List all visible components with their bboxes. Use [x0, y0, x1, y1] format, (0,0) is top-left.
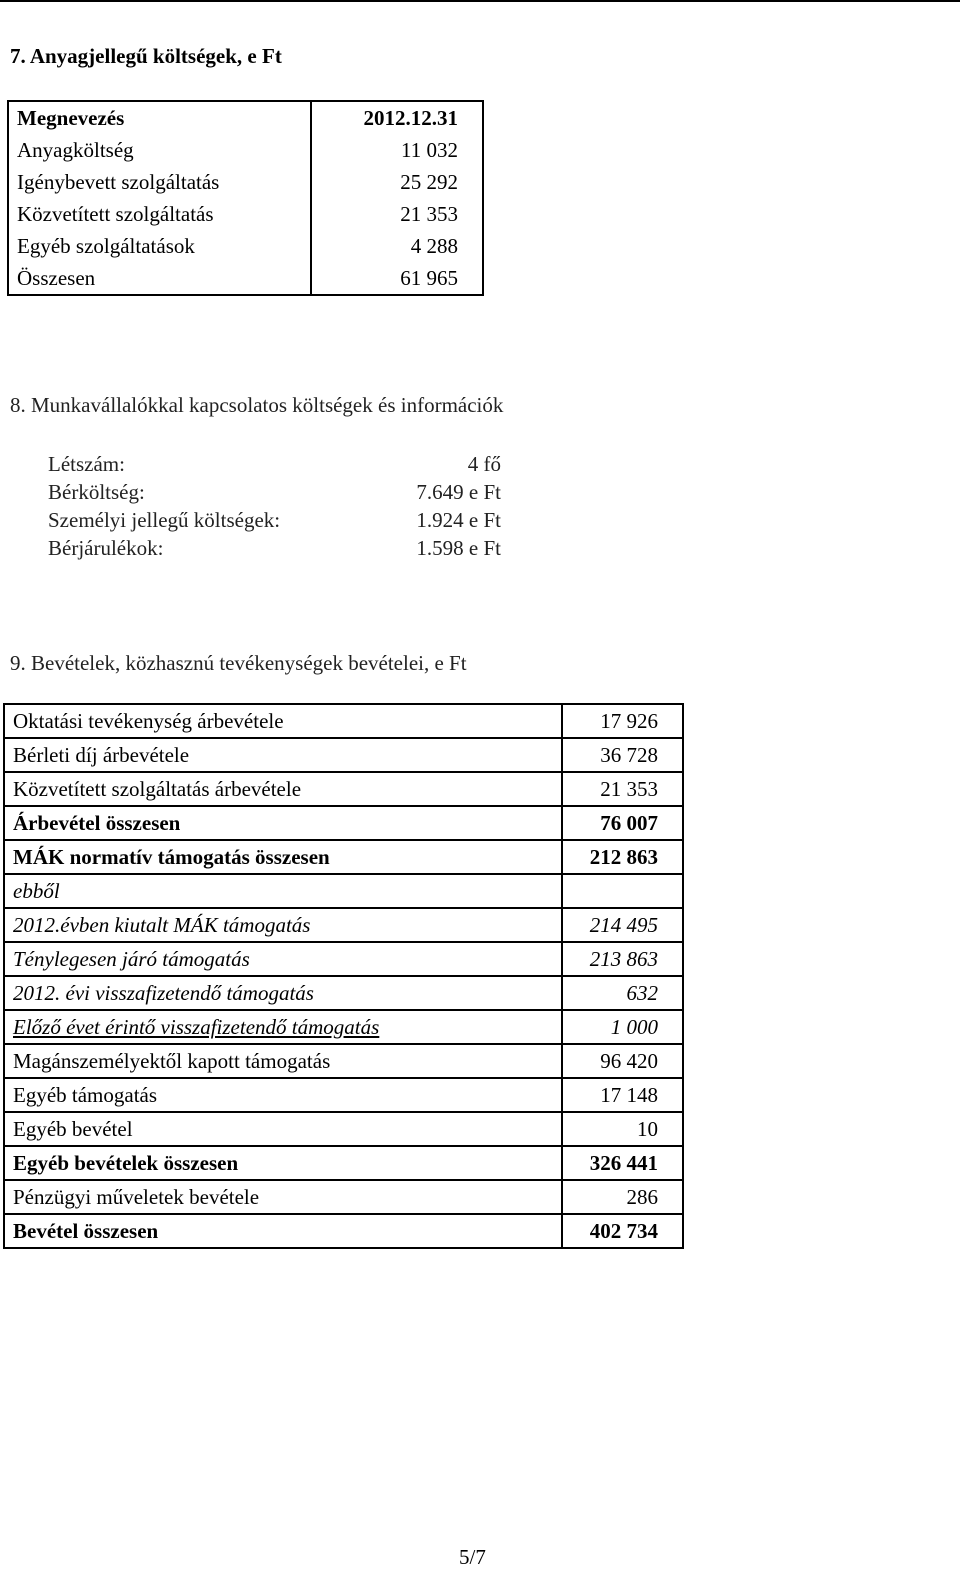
- staff-label: Bérjárulékok:: [48, 536, 164, 560]
- row-value: 17 926: [562, 704, 683, 738]
- top-rule: [0, 0, 960, 2]
- row-label: Bevétel összesen: [4, 1214, 562, 1248]
- table-row: [4, 772, 683, 806]
- table-row: [4, 908, 683, 942]
- row-label: MÁK normatív támogatás összesen: [4, 840, 562, 874]
- staff-value: 7.649 e Ft: [416, 480, 501, 504]
- row-value: 402 734: [562, 1214, 683, 1248]
- row-label: Pénzügyi műveletek bevétele: [4, 1180, 562, 1214]
- staff-label: Létszám:: [48, 452, 125, 476]
- row-label: Magánszemélyektől kapott támogatás: [4, 1044, 562, 1078]
- row-value: 632: [562, 976, 683, 1010]
- material-costs-table: [7, 100, 484, 296]
- table-row: [4, 704, 683, 738]
- table-row: [8, 230, 483, 262]
- row-value: 214 495: [562, 908, 683, 942]
- row-label: Egyéb bevétel: [4, 1112, 562, 1146]
- row-value: 212 863: [562, 840, 683, 874]
- table-total-row: [4, 1214, 683, 1248]
- row-label: Közvetített szolgáltatás árbevétele: [4, 772, 562, 806]
- table-row: [4, 1044, 683, 1078]
- row-value: 10: [562, 1112, 683, 1146]
- table-row: [4, 840, 683, 874]
- row-value: 25 292: [311, 166, 483, 198]
- table-row: [4, 1078, 683, 1112]
- row-value: 11 032: [311, 134, 483, 166]
- row-label: 2012.évben kiutalt MÁK támogatás: [4, 908, 562, 942]
- table-row: [4, 806, 683, 840]
- table-row: [4, 1180, 683, 1214]
- section-7-heading: 7. Anyagjellegű költségek, e Ft: [10, 44, 282, 68]
- row-label: Egyéb szolgáltatások: [8, 230, 311, 262]
- page-number: 5/7: [459, 1545, 486, 1569]
- table-row: [4, 738, 683, 772]
- row-value: 213 863: [562, 942, 683, 976]
- section-9-heading: 9. Bevételek, közhasznú tevékenységek bevételei, e Ft: [10, 651, 467, 675]
- table-row: [4, 1112, 683, 1146]
- row-label: Oktatási tevékenység árbevétele: [4, 704, 562, 738]
- header-cell-name: Megnevezés: [8, 101, 311, 134]
- row-value: 76 007: [562, 806, 683, 840]
- header-cell-date: 2012.12.31: [311, 101, 483, 134]
- row-label: 2012. évi visszafizetendő támogatás: [4, 976, 562, 1010]
- row-value: 4 288: [311, 230, 483, 262]
- section-8-heading: 8. Munkavállalókkal kapcsolatos költségek és információk: [10, 393, 504, 417]
- row-label: Árbevétel összesen: [4, 806, 562, 840]
- row-label: Közvetített szolgáltatás: [8, 198, 311, 230]
- row-value: 36 728: [562, 738, 683, 772]
- row-value: [562, 874, 683, 908]
- table-row: [8, 166, 483, 198]
- staff-label: Bérköltség:: [48, 480, 145, 504]
- row-value: 286: [562, 1180, 683, 1214]
- row-value: 326 441: [562, 1146, 683, 1180]
- row-value: 17 148: [562, 1078, 683, 1112]
- row-label: Anyagköltség: [8, 134, 311, 166]
- staff-value: 4 fő: [467, 452, 501, 476]
- staff-value: 1.924 e Ft: [416, 508, 501, 532]
- row-value: 21 353: [311, 198, 483, 230]
- row-label: [4, 1010, 562, 1044]
- row-label-text: Előző évet érintő visszafizetendő támogatás: [13, 1015, 380, 1039]
- table-row: [8, 134, 483, 166]
- row-label: Ténylegesen járó támogatás: [4, 942, 562, 976]
- staff-label: Személyi jellegű költségek:: [48, 508, 281, 532]
- revenue-table: [3, 703, 684, 1249]
- row-label: Egyéb támogatás: [4, 1078, 562, 1112]
- row-value: 1 000: [562, 1010, 683, 1044]
- table-row: [4, 942, 683, 976]
- row-label: Összesen: [8, 262, 311, 295]
- row-value: 21 353: [562, 772, 683, 806]
- row-label: Bérleti díj árbevétele: [4, 738, 562, 772]
- staff-value: 1.598 e Ft: [416, 536, 501, 560]
- table-row: [4, 874, 683, 908]
- row-label: ebből: [4, 874, 562, 908]
- table-row: [8, 198, 483, 230]
- row-label: Egyéb bevételek összesen: [4, 1146, 562, 1180]
- table-total-row: [8, 262, 483, 295]
- table-row: [4, 976, 683, 1010]
- table-row: [4, 1146, 683, 1180]
- row-value: 61 965: [311, 262, 483, 295]
- table-row: [4, 1010, 683, 1044]
- row-label: Igénybevett szolgáltatás: [8, 166, 311, 198]
- table-header-row: [8, 101, 483, 134]
- row-value: 96 420: [562, 1044, 683, 1078]
